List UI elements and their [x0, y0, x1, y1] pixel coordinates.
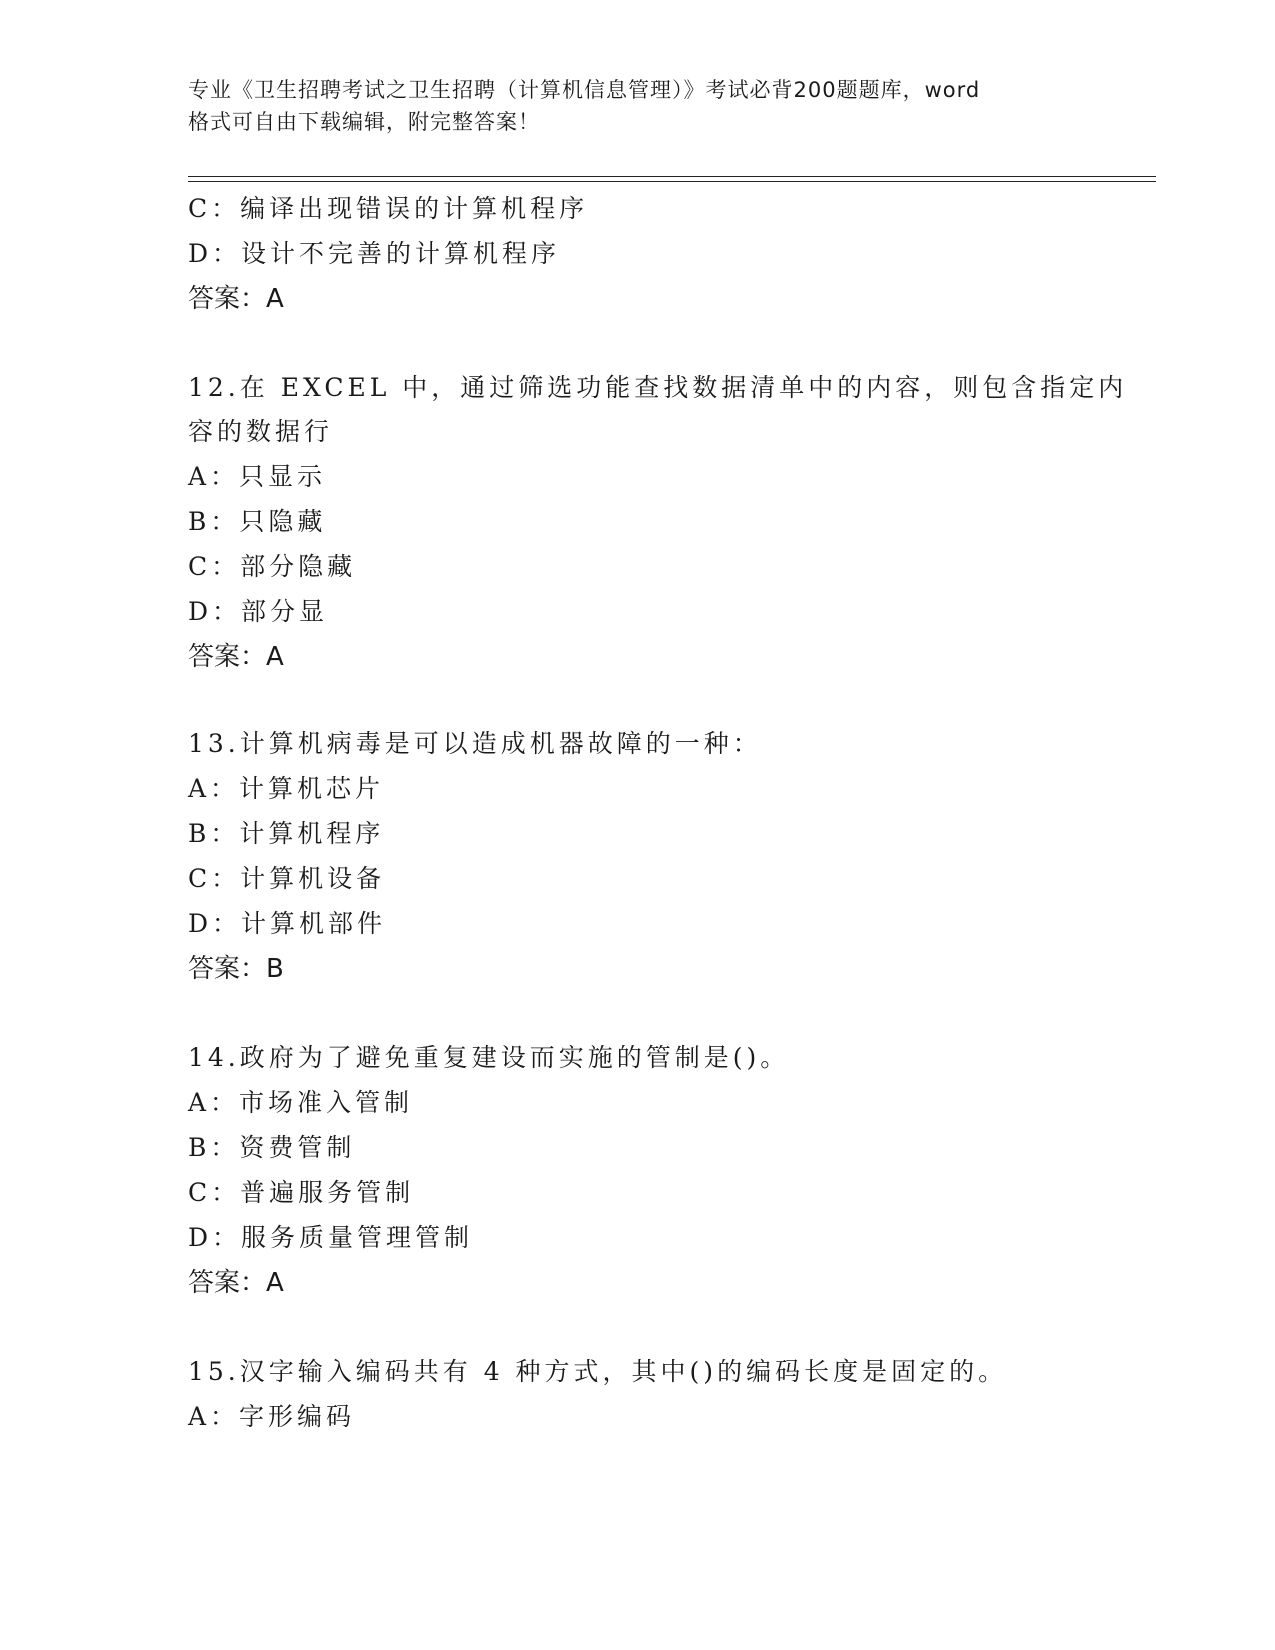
question-14-option-b: B：资费管制	[188, 1133, 356, 1162]
option-c: C：编译出现错误的计算机程序	[188, 194, 589, 223]
question-13-answer: 答案：B	[188, 954, 284, 984]
question-12-option-d: D：部分显	[188, 597, 329, 626]
question-13-option-a: A：计算机芯片	[188, 774, 385, 803]
header-divider-top	[188, 176, 1156, 177]
question-12-option-a: A：只显示	[188, 462, 327, 491]
question-12-stem-line-1: 12.在 EXCEL 中，通过筛选功能查找数据清单中的内容，则包含指定内	[188, 373, 1128, 402]
question-14-option-d: D：服务质量管理管制	[188, 1223, 474, 1252]
header-divider-bottom	[188, 181, 1156, 182]
question-13-option-d: D：计算机部件	[188, 909, 387, 938]
option-d: D：设计不完善的计算机程序	[188, 239, 561, 268]
question-12-stem-line-2: 容的数据行	[188, 417, 334, 446]
document-header	[188, 74, 1088, 138]
header-line-2: 格式可自由下载编辑，附完整答案！	[188, 110, 540, 134]
question-14-answer: 答案：A	[188, 1268, 284, 1298]
question-12-answer: 答案：A	[188, 642, 284, 672]
question-13-option-b: B：计算机程序	[188, 819, 385, 848]
question-12-option-b: B：只隐藏	[188, 507, 327, 536]
question-14-option-a: A：市场准入管制	[188, 1088, 414, 1117]
header-line-1: 专业《卫生招聘考试之卫生招聘（计算机信息管理）》考试必背200题题库，word	[188, 78, 981, 102]
answer: 答案：A	[188, 284, 284, 314]
question-14-stem: 14.政府为了避免重复建设而实施的管制是()。	[188, 1043, 790, 1072]
question-13-stem: 13.计算机病毒是可以造成机器故障的一种：	[188, 729, 762, 758]
question-15-option-a: A：字形编码	[188, 1402, 356, 1431]
question-14-option-c: C：普遍服务管制	[188, 1178, 415, 1207]
question-13-option-c: C：计算机设备	[188, 864, 386, 893]
question-15-stem: 15.汉字输入编码共有 4 种方式，其中()的编码长度是固定的。	[188, 1357, 1008, 1386]
question-12-option-c: C：部分隐藏	[188, 552, 357, 581]
